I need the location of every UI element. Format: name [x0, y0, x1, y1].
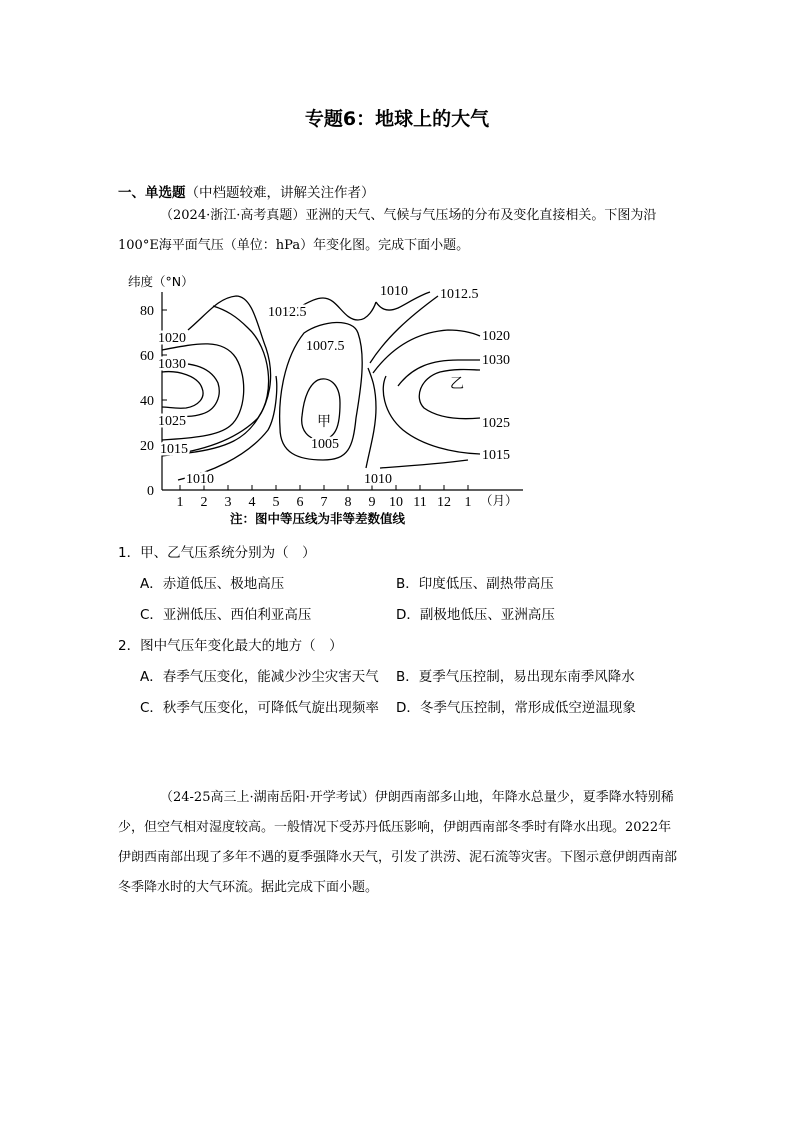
q1-option-c[interactable]: C．亚洲低压、西伯利亚高压 — [140, 607, 312, 623]
section-label: 一、单选题 — [118, 185, 186, 201]
isobar-label: 1012.5 — [268, 305, 307, 320]
isobar-label: 1025 — [158, 414, 186, 429]
x-tick-label: 9 — [368, 495, 376, 510]
isobar-left-1025 — [162, 372, 203, 409]
x-tick-label: 7 — [320, 495, 328, 510]
passage-1: （2024·浙江·高考真题）亚洲的天气、气候与气压场的分布及变化直接相关。下图为沿100°E海平面气压（单位：hPa）年变化图。完成下面小题。 — [118, 208, 657, 253]
x-tick-label: 11 — [413, 495, 427, 510]
isobar-right-1015 — [383, 376, 480, 454]
isobar-right-1020 — [373, 330, 480, 373]
q1-option-d[interactable]: D．副极地低压、亚洲高压 — [396, 607, 555, 623]
y-tick-label: 60 — [140, 349, 154, 364]
isobar-label: 1015 — [160, 442, 188, 457]
isobar-right-1010 — [366, 368, 376, 468]
y-tick-label: 40 — [140, 394, 154, 409]
x-tick-label: 5 — [272, 495, 280, 510]
isobar-left-1012-5 — [188, 296, 271, 453]
axes — [162, 292, 523, 490]
x-tick-label: 1 — [176, 495, 184, 510]
isobar-label: 1020 — [482, 329, 510, 344]
section-heading — [118, 181, 375, 201]
x-ticks — [180, 485, 468, 490]
isobar-chart — [118, 268, 538, 530]
q2-option-d[interactable]: D．冬季气压控制，常形成低空逆温现象 — [396, 700, 636, 716]
isobar-label: 1005 — [311, 437, 339, 452]
q1-option-b[interactable]: B．印度低压、副热带高压 — [396, 576, 554, 592]
x-tick-label: 3 — [224, 495, 232, 510]
isobar-label: 1030 — [482, 353, 510, 368]
y-tick-label: 80 — [140, 304, 154, 319]
x-axis-label: （月） — [480, 493, 518, 508]
isobar-right-1030 — [398, 360, 480, 386]
passage-2: （24-25高三上·湖南岳阳·开学考试）伊朗西南部多山地，年降水总量少，夏季降水特别稀少，但空气相对湿度较高。一般情况下受苏丹低压影响，伊朗西南部冬季时有降水出现。2022年伊朗西南部出现了多年不遇的夏季强降水天气，引发了洪涝、泥石流等灾害。下图示意伊朗西南部冬季降水时的大气环流。据此完成下面小题。 — [118, 790, 678, 895]
isobar-label: 1015 — [482, 448, 510, 463]
y-tick-label: 0 — [147, 484, 154, 499]
x-tick-label: 6 — [296, 495, 304, 510]
isobar-label: 1025 — [482, 416, 510, 431]
q1-option-a[interactable]: A．赤道低压、极地高压 — [140, 576, 285, 592]
isobar-label: 1030 — [158, 357, 186, 372]
q2-option-c[interactable]: C．秋季气压变化，可降低气旋出现频率 — [140, 700, 379, 716]
x-tick-label: 1 — [464, 495, 472, 510]
isobar-label: 1020 — [158, 331, 186, 346]
x-tick-label: 2 — [200, 495, 208, 510]
q2-option-b[interactable]: B．夏季气压控制，易出现东南季风降水 — [396, 669, 635, 685]
isobar-label: 1010 — [364, 472, 392, 487]
x-tick-label: 12 — [437, 495, 451, 510]
q2-option-a[interactable]: A．春季气压变化，能减少沙尘灾害天气 — [140, 669, 379, 685]
question-2-stem: 2．图中气压年变化最大的地方（ ） — [118, 638, 343, 654]
y-tick-label: 20 — [140, 439, 154, 454]
x-tick-label: 4 — [248, 495, 256, 510]
center-yi: 乙 — [450, 377, 464, 392]
isobar-label: 1012.5 — [440, 287, 479, 302]
isobar-label: 1007.5 — [306, 339, 345, 354]
isobar-1005 — [302, 379, 340, 440]
section-note: （中档题较难，讲解关注作者） — [185, 185, 375, 201]
chart-note: 注：图中等压线为非等差数值线 — [230, 511, 406, 526]
isobar-label: 1010 — [380, 284, 408, 299]
isobar-right-1010-b — [380, 460, 468, 468]
page-title: 专题6：地球上的大气 — [304, 108, 490, 130]
center-jia: 甲 — [317, 415, 331, 430]
x-tick-label: 8 — [344, 495, 352, 510]
x-tick-label: 10 — [389, 495, 403, 510]
y-axis-label: 纬度（°N） — [128, 274, 194, 289]
question-1-stem: 1．甲、乙气压系统分别为（ ） — [118, 545, 316, 561]
isobar-label: 1010 — [186, 472, 214, 487]
